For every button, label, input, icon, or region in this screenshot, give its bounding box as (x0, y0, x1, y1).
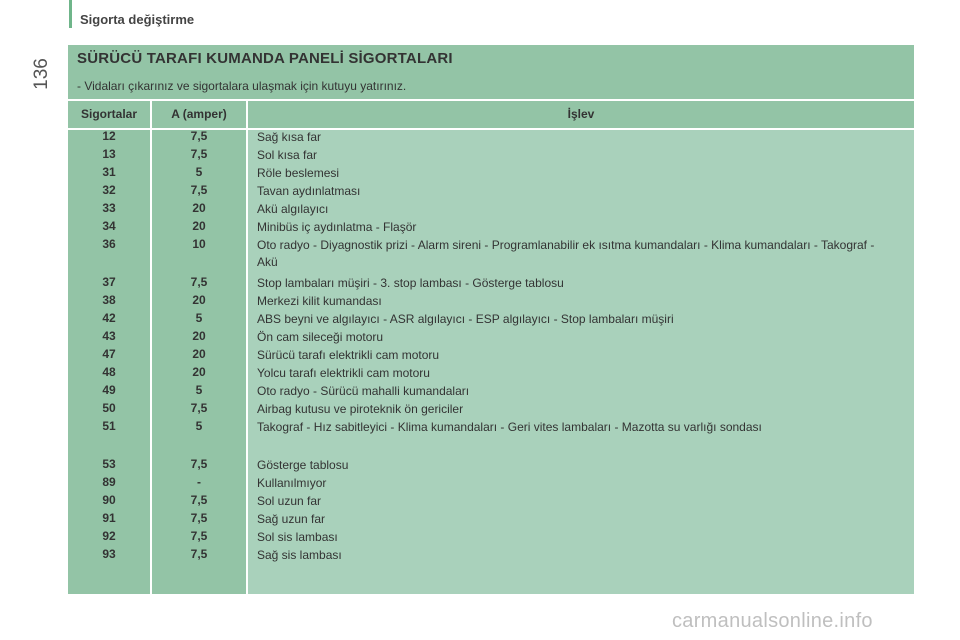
fuse-function: Sol kısa far (257, 148, 318, 162)
page-number: 136 (31, 58, 52, 90)
fuse-number: 38 (102, 293, 116, 307)
fuse-function: Airbag kutusu ve piroteknik ön gericiler (257, 402, 464, 416)
watermark: carmanualsonline.info (672, 610, 873, 632)
fuse-amperage: 5 (195, 383, 203, 397)
fuse-amperage: 7,5 (190, 275, 208, 289)
header-function: İşlev (567, 107, 595, 121)
fuse-amperage: 7,5 (190, 529, 208, 543)
fuse-number: 13 (102, 147, 116, 161)
fuse-amperage: 5 (195, 165, 203, 179)
fuse-function: Takograf - Hız sabitleyici - Klima kumandaları - Geri vites lambaları - Mazotta su varlığı sondası (257, 420, 762, 434)
fuse-function: Ön cam sileceği motoru (257, 330, 384, 344)
fuse-amperage: - (197, 475, 201, 489)
fuse-number: 90 (102, 493, 116, 507)
fuse-number: 12 (102, 129, 116, 143)
fuse-amperage: 20 (192, 219, 206, 233)
fuse-function: Yolcu tarafı elektrikli cam motoru (257, 366, 430, 380)
column-divider (246, 99, 248, 594)
fuse-number: 49 (102, 383, 116, 397)
fuse-amperage: 7,5 (190, 147, 208, 161)
header-amp: A (amper) (171, 107, 227, 121)
panel-title: SÜRÜCÜ TARAFI KUMANDA PANELİ SİGORTALARI (77, 50, 453, 67)
fuse-number: 51 (102, 419, 116, 433)
fuse-number: 50 (102, 401, 116, 415)
fuse-number: 36 (102, 237, 116, 251)
fuse-amperage: 7,5 (190, 547, 208, 561)
fuse-number: 37 (102, 275, 116, 289)
fuse-number: 31 (102, 165, 116, 179)
fuse-function: Sağ uzun far (257, 512, 326, 526)
fuse-function: Akü algılayıcı (257, 202, 329, 216)
fuse-function: Sağ sis lambası (257, 548, 342, 562)
header-fuses: Sigortalar (80, 107, 137, 121)
panel-title-bar (68, 45, 914, 99)
panel-note: - Vidaları çıkarınız ve sigortalara ulaşmak için kutuyu yatırınız. (77, 79, 407, 93)
section-header: Sigorta değiştirme (80, 12, 195, 27)
table-header-row (68, 99, 914, 130)
fuse-amperage: 7,5 (190, 183, 208, 197)
fuse-amperage: 5 (195, 419, 203, 433)
fuse-panel (68, 45, 914, 594)
fuse-function: Sağ kısa far (257, 130, 322, 144)
fuse-amperage: 20 (192, 365, 206, 379)
fuse-function: Tavan aydınlatması (257, 184, 361, 198)
fuse-number: 42 (102, 311, 116, 325)
fuse-amperage: 5 (195, 311, 203, 325)
fuse-amperage: 20 (192, 293, 206, 307)
fuse-number: 32 (102, 183, 116, 197)
fuse-function: Merkezi kilit kumandası (257, 294, 382, 308)
fuse-amperage: 20 (192, 347, 206, 361)
fuse-amperage: 7,5 (190, 457, 208, 471)
fuse-number: 47 (102, 347, 116, 361)
fuse-amperage: 20 (192, 329, 206, 343)
fuse-function: Minibüs iç aydınlatma - Flaşör (257, 220, 417, 234)
fuse-number: 91 (102, 511, 116, 525)
fuse-number: 43 (102, 329, 116, 343)
fuse-function: Stop lambaları müşiri - 3. stop lambası - Gösterge tablosu (257, 276, 564, 290)
section-marker-bar (69, 0, 72, 28)
fuse-number: 92 (102, 529, 116, 543)
fuse-number: 93 (102, 547, 116, 561)
fuse-function: ABS beyni ve algılayıcı - ASR algılayıcı - ESP algılayıcı - Stop lambaları müşiri (257, 312, 674, 326)
fuse-function: Gösterge tablosu (257, 458, 349, 472)
fuse-amperage: 7,5 (190, 493, 208, 507)
fuse-number: 48 (102, 365, 116, 379)
fuse-amperage: 7,5 (190, 511, 208, 525)
fuse-number: 89 (102, 475, 116, 489)
fuse-amperage: 7,5 (190, 129, 208, 143)
fuse-function: Oto radyo - Sürücü mahalli kumandaları (257, 384, 470, 398)
fuse-amperage: 20 (192, 201, 206, 215)
fuse-function: Oto radyo - Diyagnostik prizi - Alarm sireni - Programlanabilir ek ısıtma kumandaları - Klima kumandaları - Takograf - Akü (257, 238, 875, 269)
fuse-number: 33 (102, 201, 116, 215)
fuse-function: Röle beslemesi (257, 166, 340, 180)
fuse-function: Kullanılmıyor (257, 476, 327, 490)
fuse-amperage: 10 (192, 237, 206, 251)
fuse-function: Sürücü tarafı elektrikli cam motoru (257, 348, 440, 362)
fuse-number: 53 (102, 457, 116, 471)
fuse-amperage: 7,5 (190, 401, 208, 415)
fuse-function: Sol uzun far (257, 494, 322, 508)
fuse-function: Sol sis lambası (257, 530, 338, 544)
fuse-number: 34 (102, 219, 116, 233)
